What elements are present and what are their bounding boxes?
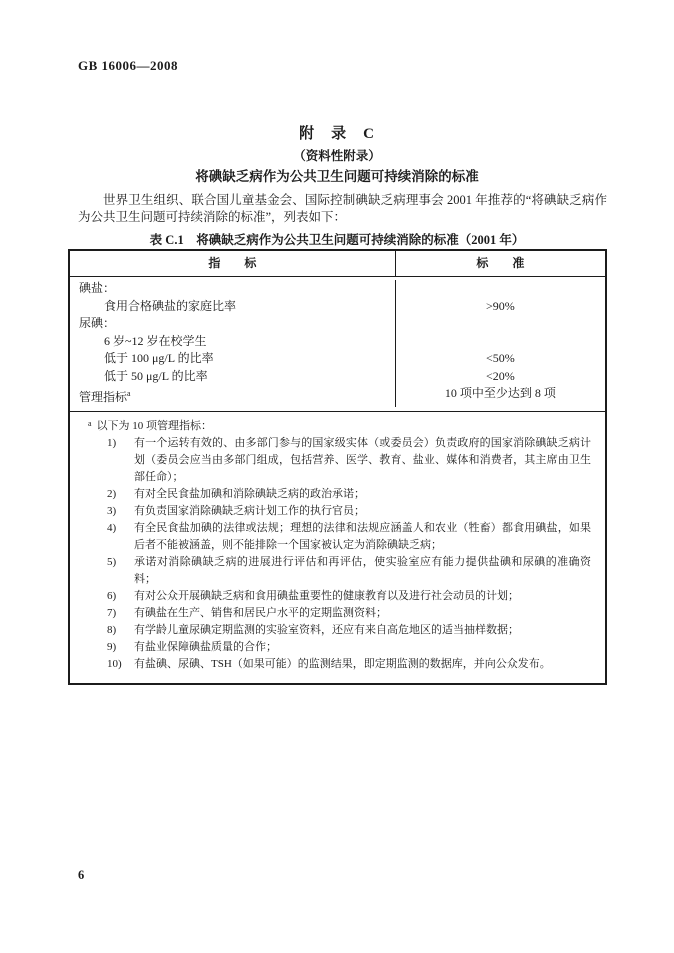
footnote-reference: a (127, 389, 131, 398)
footnote-item-text: 有学龄儿童尿碘定期监测的实验室资料，还应有来自高危地区的适当抽样数据； (134, 623, 519, 636)
indicator-cell: 低于 50 μg/L 的比率 (70, 368, 396, 386)
standard-cell: 10 项中至少达到 8 项 (444, 386, 556, 400)
footnote-intro-row (88, 418, 591, 435)
footnote-item-text: 有对全民食盐加碘和消除碘缺乏病的政治承诺； (134, 487, 365, 500)
footnote-intro-text: 以下为 10 项管理指标： (96, 419, 213, 432)
table-body (70, 277, 605, 412)
footnote-item (107, 554, 591, 588)
footnote-item-number: 5) (107, 555, 117, 568)
footnote-item-text: 有对公众开展碘缺乏病和食用碘盐重要性的健康教育以及进行社会动员的计划； (134, 589, 519, 602)
footnote-item (107, 639, 591, 656)
table-caption: 表 C.1 将碘缺乏病作为公共卫生问题可持续消除的标准（2001 年） (149, 233, 525, 247)
appendix-heading: 将碘缺乏病作为公共卫生问题可持续消除的标准 (195, 169, 479, 184)
standard-cell: <20% (486, 368, 515, 383)
indicator-cell: 低于 100 μg/L 的比率 (70, 350, 396, 368)
standard-cell (396, 333, 605, 351)
footnote-item (107, 435, 591, 486)
table-row (70, 385, 605, 407)
appendix-subtitle: （资料性附录） (293, 149, 381, 163)
footnote-item-text: 有盐业保障碘盐质量的合作； (134, 640, 277, 653)
footnote-marker: a (88, 418, 92, 428)
table-row (70, 298, 605, 316)
footnote-item (107, 486, 591, 503)
intro-paragraph: 世界卫生组织、联合国儿童基金会、国际控制碘缺乏病理事会 2001 年推荐的“将碘缺乏病作为公共卫生问题可持续消除的标准”，列表如下： (78, 193, 607, 224)
footnote-item-text: 有负责国家消除碘缺乏病计划工作的执行官员； (134, 504, 365, 517)
standard-cell: <50% (486, 351, 515, 365)
footnote-item-number: 9) (107, 640, 117, 653)
footnote-item-text: 有碘盐在生产、销售和居民户水平的定期监测资料； (134, 606, 387, 619)
indicator-cell: 管理指标$^a$ (70, 385, 396, 407)
standard-cell: >90% (486, 298, 515, 313)
table-row (70, 368, 605, 386)
footnote-item-text: 有盐碘、尿碘、TSH（如果可能）的监测结果，即定期监测的数据库，并向公众发布。 (134, 657, 551, 670)
footnote-item (107, 622, 591, 639)
standard-cell (396, 315, 605, 333)
standard-number: GB 16006—2008 (78, 58, 179, 73)
footnote-item-number: 10) (107, 657, 122, 670)
footnote-item-number: 4) (107, 521, 117, 534)
indicator-cell: 食用合格碘盐的家庭比率 (70, 298, 396, 316)
standard-cell (396, 280, 605, 298)
footnote-item (107, 503, 591, 520)
table-row (70, 280, 605, 298)
table-footnote (70, 412, 605, 683)
footnote-item-number: 8) (107, 623, 117, 636)
footnote-item (107, 605, 591, 622)
criteria-table (68, 249, 607, 685)
table-header-row (70, 251, 605, 277)
column-header-standard: 标 准 (476, 256, 525, 270)
indicator-cell: 尿碘： (70, 315, 396, 333)
footnote-item (107, 520, 591, 554)
footnote-item (107, 656, 591, 673)
table-row (70, 350, 605, 368)
indicator-cell: 碘盐： (70, 280, 396, 298)
footnote-item (107, 588, 591, 605)
table-row (70, 333, 605, 351)
appendix-title: 附 录 C (299, 126, 375, 142)
column-header-indicator: 指 标 (70, 251, 396, 276)
table-row (70, 315, 605, 333)
footnote-items (107, 435, 591, 673)
footnote-item-text: 有全民食盐加碘的法律或法规；理想的法律和法规应涵盖人和农业（牲畜）都食用碘盐，如果后者不能被涵盖，则不能排除一个国家被认定为消除碘缺乏病； (134, 521, 591, 551)
footnote-item-number: 6) (107, 589, 117, 602)
indicator-cell: 6 岁~12 岁在校学生 (70, 333, 396, 351)
footnote-item-text: 有一个运转有效的、由多部门参与的国家级实体（或委员会）负责政府的国家消除碘缺乏病计划（委员会应当由多部门组成，包括营养、医学、教育、盐业、媒体和消费者，其主席由卫生部任命）； (134, 436, 591, 483)
footnote-item-number: 3) (107, 504, 117, 517)
footnote-item-number: 1) (107, 436, 117, 449)
footnote-item-text: 承诺对消除碘缺乏病的进展进行评估和再评估，使实验室应有能力提供盐碘和尿碘的准确资料； (134, 555, 591, 585)
page-number: 6 (78, 868, 85, 882)
footnote-item-number: 7) (107, 606, 117, 619)
footnote-item-number: 2) (107, 487, 117, 500)
